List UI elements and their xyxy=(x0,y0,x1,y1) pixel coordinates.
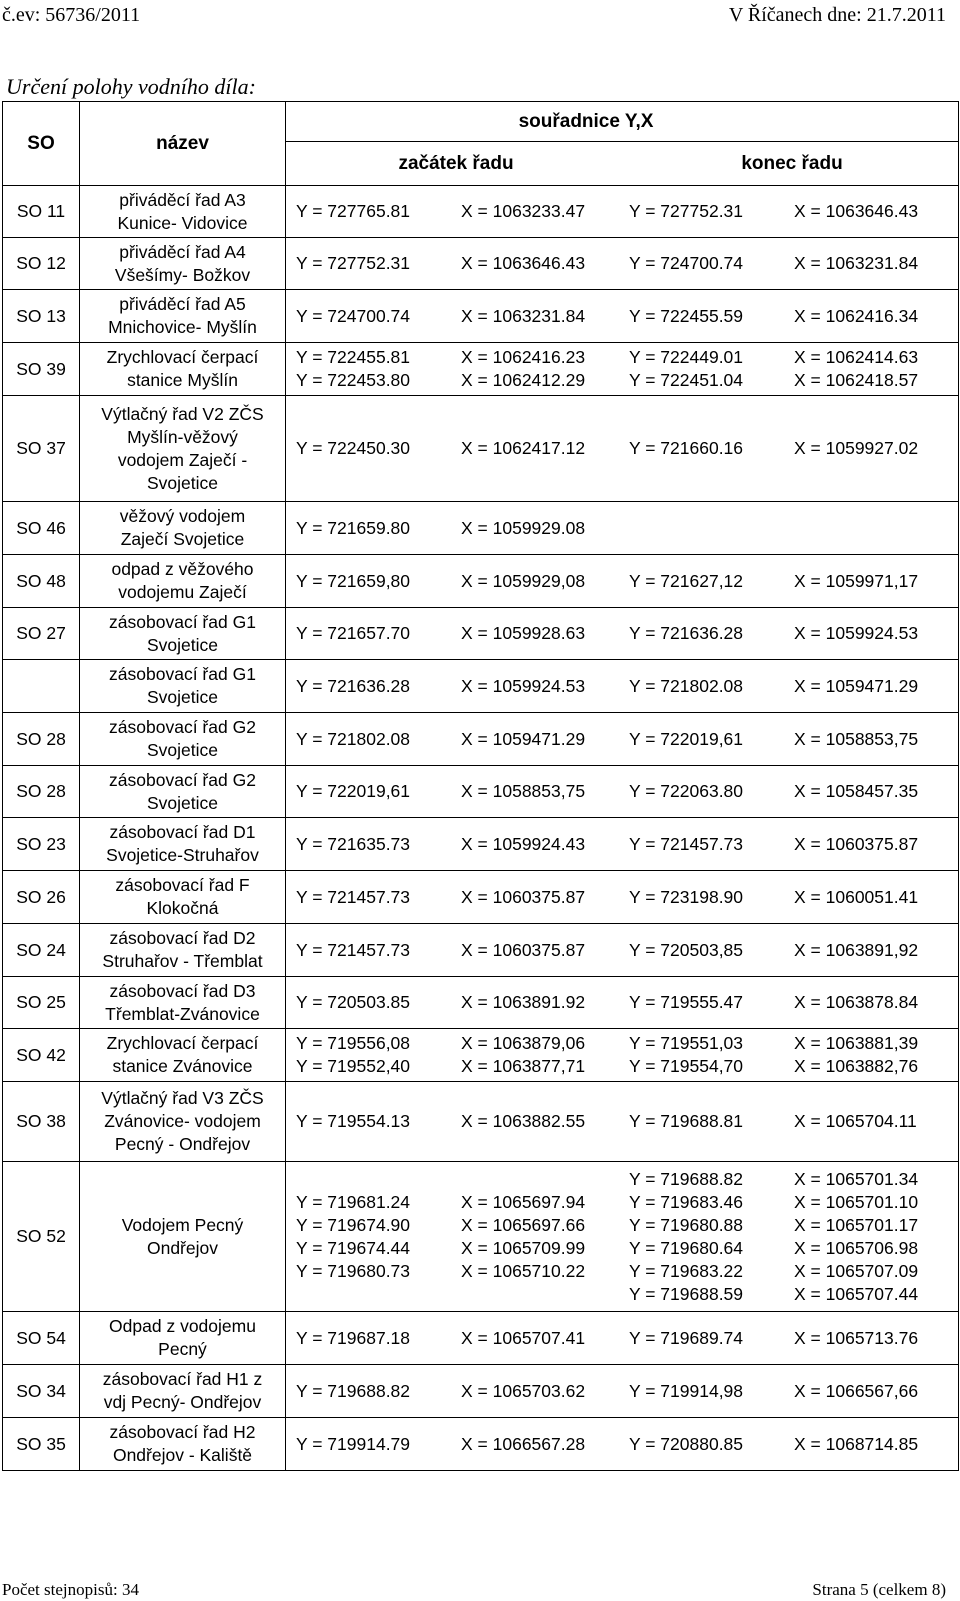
start-y-value: Y = 721635.73 xyxy=(296,833,411,854)
end-x-value: X = 1065713.76 xyxy=(794,1327,919,1348)
object-name xyxy=(80,660,286,713)
table-row xyxy=(3,1418,959,1471)
end-x-value: X = 1065704.11 xyxy=(794,1111,917,1131)
start-x-value: X = 1059929.08 xyxy=(461,517,586,538)
object-name xyxy=(80,608,286,660)
start-x-value: X = 1063879,06 xyxy=(461,1033,586,1053)
end-y-value: Y = 722019,61 xyxy=(629,728,744,749)
end-y-value: Y = 719683.46 xyxy=(629,1191,744,1212)
header-end: konec řadu xyxy=(741,152,843,174)
so-code: SO 42 xyxy=(3,1029,80,1082)
end-y-value: Y = 719680.88 xyxy=(629,1214,744,1235)
coordinates-cell xyxy=(286,555,959,608)
object-name-line: zásobovací řad G1 xyxy=(109,611,256,632)
coordinates-cell xyxy=(286,713,959,766)
header-so: SO xyxy=(3,102,80,186)
start-x-value xyxy=(461,1283,629,1306)
object-name xyxy=(80,290,286,343)
table-row xyxy=(3,713,959,766)
table-row xyxy=(3,766,959,818)
object-name xyxy=(80,238,286,290)
end-y-value: Y = 721802.08 xyxy=(629,675,744,696)
start-y-value: Y = 719914.79 xyxy=(296,1433,411,1454)
object-name xyxy=(80,1365,286,1418)
coordinates-cell xyxy=(286,924,959,977)
table-row xyxy=(3,1312,959,1365)
coordinates-cell xyxy=(286,238,959,290)
coordinate-line xyxy=(296,991,958,1014)
end-y-value: Y = 719680.64 xyxy=(629,1237,744,1258)
so-code: SO 34 xyxy=(3,1365,80,1418)
coordinate-line xyxy=(296,1237,958,1260)
end-x-value xyxy=(794,517,958,540)
header-start-end xyxy=(286,142,959,186)
table-row xyxy=(3,555,959,608)
coordinates-cell xyxy=(286,1365,959,1418)
start-x-value: X = 1059929,08 xyxy=(461,570,586,591)
object-name xyxy=(80,396,286,502)
end-x-value: X = 1065707.09 xyxy=(794,1260,919,1281)
start-x-value: X = 1063231.84 xyxy=(461,305,586,326)
coordinates-cell xyxy=(286,608,959,660)
object-name-line: přiváděcí řad A5 xyxy=(119,294,246,314)
object-name-line: Třemblat-Zvánovice xyxy=(105,1003,260,1024)
object-name xyxy=(80,818,286,871)
start-x-value: X = 1065697.94 xyxy=(461,1191,586,1212)
object-name xyxy=(80,343,286,396)
coordinate-line xyxy=(296,1191,958,1214)
object-name-line: Výtlačný řad V2 ZČS xyxy=(101,403,264,424)
object-name xyxy=(80,871,286,924)
start-x-value: X = 1062412.29 xyxy=(461,370,586,390)
start-y-value: Y = 722455.81 xyxy=(296,347,411,367)
end-x-value: X = 1066567,66 xyxy=(794,1380,919,1401)
start-y-value: Y = 721659,80 xyxy=(296,570,411,591)
start-x-value: X = 1063233.47 xyxy=(461,201,586,221)
header-start: začátek řadu xyxy=(398,152,514,174)
object-name-line: Všešímy- Božkov xyxy=(114,264,251,285)
start-y-value: Y = 724700.74 xyxy=(296,305,411,326)
document-reference: č.ev: 56736/2011 xyxy=(2,4,141,26)
start-x-value: X = 1058853,75 xyxy=(461,781,586,801)
object-name-line: Výtlačný řad V3 ZČS xyxy=(101,1088,264,1108)
start-y-value: Y = 727765.81 xyxy=(296,201,411,221)
so-code: SO 35 xyxy=(3,1418,80,1471)
coordinate-line xyxy=(296,305,958,328)
so-code: SO 23 xyxy=(3,818,80,871)
table-row xyxy=(3,977,959,1029)
table-row xyxy=(3,396,959,502)
start-y-value: Y = 719687.18 xyxy=(296,1327,411,1348)
header-coordinates: souřadnice Y,X xyxy=(286,102,959,142)
start-y-value: Y = 722019,61 xyxy=(296,781,411,801)
so-code: SO 54 xyxy=(3,1312,80,1365)
object-name-line: Vodojem Pecný xyxy=(121,1214,244,1235)
start-x-value: X = 1065703.62 xyxy=(461,1380,586,1401)
coordinate-line xyxy=(296,728,958,751)
object-name-line: Svojetice xyxy=(146,792,218,813)
end-y-value: Y = 723198.90 xyxy=(629,886,744,907)
object-name-line: Zrychlovací čerpací xyxy=(106,1033,259,1053)
start-x-value: X = 1062417.12 xyxy=(461,438,586,458)
coordinates-cell xyxy=(286,1029,959,1082)
object-name-line: odpad z věžového xyxy=(111,559,254,579)
coordinate-line xyxy=(296,1380,958,1403)
end-y-value: Y = 719551,03 xyxy=(629,1033,744,1053)
coordinates-cell xyxy=(286,1162,959,1312)
coordinate-line xyxy=(296,622,958,645)
start-y-value: Y = 719552,40 xyxy=(296,1056,411,1076)
object-name xyxy=(80,1418,286,1471)
so-code: SO 25 xyxy=(3,977,80,1029)
table-row xyxy=(3,871,959,924)
end-y-value: Y = 719683.22 xyxy=(629,1260,744,1281)
so-code: SO 37 xyxy=(3,396,80,502)
object-name-line: Mnichovice- Myšlín xyxy=(108,317,257,337)
coordinate-line xyxy=(296,1327,958,1350)
object-name xyxy=(80,766,286,818)
coordinate-line xyxy=(296,200,958,223)
start-y-value: Y = 721457.73 xyxy=(296,886,411,907)
object-name-line: Klokočná xyxy=(146,898,219,918)
object-name-line: Zvánovice- vodojem xyxy=(104,1111,261,1131)
start-y-value: Y = 721636.28 xyxy=(296,675,411,696)
object-name-line: Zrychlovací čerpací xyxy=(106,347,259,367)
start-x-value: X = 1062416.23 xyxy=(461,347,586,367)
end-x-value: X = 1062414.63 xyxy=(794,347,919,367)
page-number: Strana 5 (celkem 8) xyxy=(812,1580,946,1599)
object-name-line: vodojemu Zaječí xyxy=(118,582,247,602)
end-y-value: Y = 719914,98 xyxy=(629,1380,744,1401)
coordinates-cell xyxy=(286,818,959,871)
so-code: SO 48 xyxy=(3,555,80,608)
end-y-value: Y = 719554,70 xyxy=(629,1056,744,1076)
start-x-value: X = 1063646.43 xyxy=(461,253,586,273)
end-y-value: Y = 719688.81 xyxy=(629,1111,744,1131)
end-x-value: X = 1065701.10 xyxy=(794,1191,919,1212)
start-y-value: Y = 722453.80 xyxy=(296,370,411,390)
object-name-line: přiváděcí řad A4 xyxy=(119,241,246,262)
so-code xyxy=(3,660,80,713)
coordinate-line xyxy=(296,1260,958,1283)
object-name xyxy=(80,1029,286,1082)
start-y-value: Y = 719554.13 xyxy=(296,1111,411,1131)
coordinate-line xyxy=(296,517,958,540)
table-row xyxy=(3,1162,959,1312)
coordinate-line xyxy=(296,939,958,962)
object-name-line: vodojem Zaječí - xyxy=(117,449,248,470)
so-code: SO 11 xyxy=(3,186,80,238)
start-y-value: Y = 721802.08 xyxy=(296,728,411,749)
place-and-date: V Říčanech dne: 21.7.2011 xyxy=(728,4,946,26)
object-name-line: stanice Myšlín xyxy=(127,370,238,390)
object-name-line: Struhařov - Třemblat xyxy=(102,951,263,971)
start-y-value: Y = 721457.73 xyxy=(296,939,411,960)
end-x-value: X = 1058457.35 xyxy=(794,781,919,801)
object-name xyxy=(80,977,286,1029)
end-y-value: Y = 720880.85 xyxy=(629,1433,744,1454)
end-x-value: X = 1065701.34 xyxy=(794,1168,919,1189)
object-name-line: vdj Pecný- Ondřejov xyxy=(103,1392,262,1412)
coordinates-cell xyxy=(286,660,959,713)
end-y-value xyxy=(629,517,794,540)
start-y-value: Y = 719556,08 xyxy=(296,1033,411,1053)
object-name xyxy=(80,555,286,608)
coordinate-line xyxy=(296,675,958,698)
object-name-line: zásobovací řad G1 xyxy=(109,664,256,684)
coordinates-cell xyxy=(286,396,959,502)
coordinates-cell xyxy=(286,1312,959,1365)
start-x-value: X = 1059471.29 xyxy=(461,728,586,749)
object-name-line: zásobovací řad G2 xyxy=(109,717,256,737)
coordinate-line xyxy=(296,1283,958,1306)
object-name-line: zásobovací řad D3 xyxy=(109,980,256,1001)
object-name-line: zásobovací řad G2 xyxy=(109,769,256,790)
start-y-value: Y = 727752.31 xyxy=(296,253,411,273)
object-name-line: Svojetice xyxy=(146,687,218,707)
end-y-value: Y = 722455.59 xyxy=(629,305,744,326)
end-y-value: Y = 721627,12 xyxy=(629,570,744,591)
end-x-value: X = 1059971,17 xyxy=(794,570,919,591)
start-y-value: Y = 719674.44 xyxy=(296,1237,411,1258)
section-title: Určení polohy vodního díla: xyxy=(6,74,256,99)
coordinates-cell xyxy=(286,977,959,1029)
start-x-value: X = 1059924.53 xyxy=(461,675,586,696)
end-x-value: X = 1065706.98 xyxy=(794,1237,919,1258)
coordinate-line xyxy=(296,346,958,369)
coordinate-line xyxy=(296,1032,958,1055)
coordinate-line xyxy=(296,437,958,460)
object-name xyxy=(80,1082,286,1162)
end-y-value: Y = 721636.28 xyxy=(629,623,744,643)
end-x-value: X = 1062418.57 xyxy=(794,370,919,390)
coordinates-cell xyxy=(286,1082,959,1162)
coordinates-cell xyxy=(286,343,959,396)
table-row xyxy=(3,608,959,660)
table-row xyxy=(3,343,959,396)
table-row xyxy=(3,502,959,555)
end-x-value: X = 1065701.17 xyxy=(794,1214,919,1235)
start-y-value xyxy=(296,1168,461,1191)
start-x-value xyxy=(461,1168,629,1191)
coordinates-cell xyxy=(286,502,959,555)
object-name-line: Zaječí Svojetice xyxy=(120,529,245,549)
end-y-value: Y = 722449.01 xyxy=(629,347,744,367)
coordinates-cell xyxy=(286,186,959,238)
end-y-value: Y = 720503,85 xyxy=(629,939,744,960)
object-name xyxy=(80,1312,286,1365)
object-name-line: Pecný xyxy=(158,1339,207,1359)
coordinate-line xyxy=(296,1433,958,1456)
coordinate-line xyxy=(296,1110,958,1133)
end-x-value: X = 1063878.84 xyxy=(794,992,919,1012)
coordinates-cell xyxy=(286,290,959,343)
object-name-line: Kunice- Vidovice xyxy=(117,212,248,233)
copies-count: Počet stejnopisů: 34 xyxy=(2,1580,139,1599)
coordinates-table xyxy=(2,101,959,1471)
end-x-value: X = 1058853,75 xyxy=(794,728,919,749)
object-name xyxy=(80,186,286,238)
table-row xyxy=(3,1082,959,1162)
object-name xyxy=(80,713,286,766)
end-x-value: X = 1063881,39 xyxy=(794,1033,919,1053)
coordinates-cell xyxy=(286,871,959,924)
end-y-value: Y = 719555.47 xyxy=(629,992,744,1012)
start-y-value: Y = 719688.82 xyxy=(296,1380,411,1401)
object-name-line: zásobovací řad F xyxy=(115,875,250,895)
start-x-value: X = 1065710.22 xyxy=(461,1260,586,1281)
start-x-value: X = 1065707.41 xyxy=(461,1327,586,1348)
coordinate-line xyxy=(296,780,958,803)
object-name-line: zásobovací řad H2 xyxy=(109,1422,256,1442)
start-y-value: Y = 719681.24 xyxy=(296,1191,411,1212)
end-y-value: Y = 719688.59 xyxy=(629,1283,744,1304)
start-x-value: X = 1066567.28 xyxy=(461,1433,586,1454)
object-name-line: Myšlín-věžový xyxy=(127,426,238,447)
object-name xyxy=(80,502,286,555)
so-code: SO 39 xyxy=(3,343,80,396)
so-code: SO 27 xyxy=(3,608,80,660)
so-code: SO 38 xyxy=(3,1082,80,1162)
object-name-line: Odpad z vodojemu xyxy=(109,1316,256,1336)
object-name xyxy=(80,1162,286,1312)
table-row xyxy=(3,924,959,977)
end-y-value: Y = 721660.16 xyxy=(629,438,744,458)
table-row xyxy=(3,1365,959,1418)
object-name-line: Svojetice xyxy=(146,634,218,655)
table-row xyxy=(3,238,959,290)
object-name-line: stanice Zvánovice xyxy=(112,1056,253,1076)
start-x-value: X = 1065709.99 xyxy=(461,1237,586,1258)
end-x-value: X = 1063646.43 xyxy=(794,201,919,221)
start-y-value xyxy=(296,1283,461,1306)
start-x-value: X = 1060375.87 xyxy=(461,939,586,960)
start-y-value: Y = 719680.73 xyxy=(296,1260,411,1281)
object-name-line: přiváděcí řad A3 xyxy=(119,189,246,210)
object-name-line: Svojetice xyxy=(146,740,218,760)
coordinate-line xyxy=(296,252,958,275)
so-code: SO 24 xyxy=(3,924,80,977)
end-y-value: Y = 721457.73 xyxy=(629,833,744,854)
start-x-value: X = 1059924.43 xyxy=(461,833,586,854)
end-x-value: X = 1063891,92 xyxy=(794,939,919,960)
start-x-value: X = 1063877,71 xyxy=(461,1056,586,1076)
end-y-value: Y = 722063.80 xyxy=(629,781,744,801)
coordinate-line xyxy=(296,570,958,593)
start-x-value: X = 1060375.87 xyxy=(461,886,586,907)
start-x-value: X = 1059928.63 xyxy=(461,623,586,643)
table-row xyxy=(3,290,959,343)
header-name: název xyxy=(80,102,286,186)
end-x-value: X = 1060051.41 xyxy=(794,886,919,907)
end-x-value: X = 1059927.02 xyxy=(794,438,919,458)
object-name-line: zásobovací řad H1 z xyxy=(102,1369,263,1389)
start-y-value: Y = 721657.70 xyxy=(296,623,411,643)
end-y-value: Y = 727752.31 xyxy=(629,201,744,221)
end-y-value: Y = 719688.82 xyxy=(629,1168,744,1189)
object-name-line: Pecný - Ondřejov xyxy=(114,1134,251,1154)
so-code: SO 52 xyxy=(3,1162,80,1312)
so-code: SO 13 xyxy=(3,290,80,343)
start-y-value: Y = 719674.90 xyxy=(296,1214,411,1235)
object-name-line: Svojetice-Struhařov xyxy=(106,845,259,865)
start-y-value: Y = 722450.30 xyxy=(296,438,411,458)
start-y-value: Y = 720503.85 xyxy=(296,992,411,1012)
object-name-line: zásobovací řad D2 xyxy=(109,928,256,948)
end-x-value: X = 1062416.34 xyxy=(794,305,919,326)
end-y-value: Y = 722451.04 xyxy=(629,370,744,390)
so-code: SO 26 xyxy=(3,871,80,924)
coordinate-line xyxy=(296,369,958,392)
coordinates-cell xyxy=(286,766,959,818)
start-x-value: X = 1065697.66 xyxy=(461,1214,586,1235)
start-y-value: Y = 721659.80 xyxy=(296,517,411,538)
object-name-line: Svojetice xyxy=(146,472,218,493)
table-row xyxy=(3,818,959,871)
coordinate-line xyxy=(296,886,958,909)
object-name-line: Ondřejov xyxy=(146,1237,218,1258)
coordinate-line xyxy=(296,1055,958,1078)
end-x-value: X = 1059924.53 xyxy=(794,623,919,643)
end-x-value: X = 1068714.85 xyxy=(794,1433,919,1454)
so-code: SO 28 xyxy=(3,713,80,766)
end-x-value: X = 1059471.29 xyxy=(794,675,919,696)
so-code: SO 46 xyxy=(3,502,80,555)
coordinate-line xyxy=(296,1168,958,1191)
object-name-line: Ondřejov - Kaliště xyxy=(112,1445,253,1465)
start-x-value: X = 1063891.92 xyxy=(461,992,586,1012)
table-row xyxy=(3,660,959,713)
end-x-value: X = 1065707.44 xyxy=(794,1283,919,1304)
end-x-value: X = 1060375.87 xyxy=(794,833,919,854)
end-y-value: Y = 719689.74 xyxy=(629,1327,744,1348)
object-name-line: zásobovací řad D1 xyxy=(109,822,256,842)
table-row xyxy=(3,1029,959,1082)
so-code: SO 12 xyxy=(3,238,80,290)
table-row xyxy=(3,186,959,238)
coordinate-line xyxy=(296,1214,958,1237)
so-code: SO 28 xyxy=(3,766,80,818)
start-x-value: X = 1063882.55 xyxy=(461,1111,586,1131)
end-x-value: X = 1063231.84 xyxy=(794,253,919,273)
end-x-value: X = 1063882,76 xyxy=(794,1056,919,1076)
object-name xyxy=(80,924,286,977)
coordinate-line xyxy=(296,833,958,856)
coordinates-cell xyxy=(286,1418,959,1471)
end-y-value: Y = 724700.74 xyxy=(629,253,744,273)
object-name-line: věžový vodojem xyxy=(119,506,246,526)
